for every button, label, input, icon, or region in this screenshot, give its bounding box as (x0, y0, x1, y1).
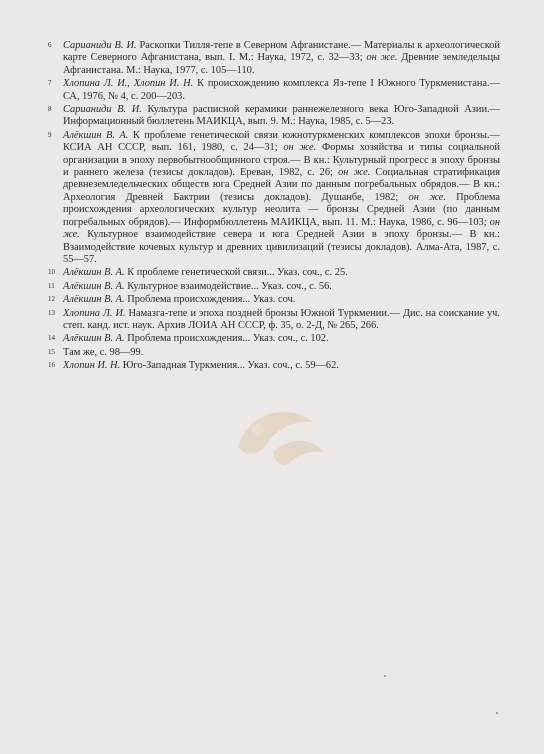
footnote-ibid: он же. (283, 142, 317, 154)
footnote-text: Формы хозяйства и типы социальной организации в эпоху первобытнообщинного строя.— В кн.: Культурный прогресс в эпоху бронзы и раннего железа (тезисы докладов). Ереван, 1982, с. 26; (63, 142, 500, 179)
footnote-number: 14 (48, 334, 55, 343)
footnote-text: Культурное взаимодействие севера и юга Средней Азии в эпоху бронзы.— В кн.: Взаимодействие кочевых культур и древних цивилизаций (тезисы докладов). Алма-Ата, 1987, с. 55—57. (63, 229, 500, 265)
footnote-text: К проблеме генетической связи южнотуркменских комплексов эпохи бронзы.— КСИА АН СССР, вып. 161, 1980, с. 24—31; (63, 129, 501, 154)
footnote-text: Культура расписной керамики раннежелезного века Юго-Западной Азии.— Информационный бюллетень МАИКЦА, вып. 9. М.: Наука, 1985, с. 5—23. (63, 104, 501, 128)
footnote-author: Хлопина Л. И. (63, 307, 126, 319)
footnotes-list (48, 40, 500, 374)
library-stamp-watermark-icon (218, 392, 338, 472)
footnote-ibid: он же. (408, 191, 446, 203)
footnote-author: Сарианиди В. И. (63, 104, 142, 116)
footnote-number: 16 (48, 361, 55, 370)
footnote-text: Социальная стратификация древнеземледельческих обществ юга Средней Азии по данным погребальных обрядов.— В кн.: Археология Древней Бактрии (тезисы докладов). Душанбе, 1982; (63, 167, 500, 203)
footnote-author: Хлопина Л. И., Хлопин И. Н. (63, 78, 194, 90)
footnote (48, 130, 500, 266)
footnote-author: Хлопин И. Н. (63, 360, 121, 372)
footnote (48, 78, 500, 103)
footnote-number: 8 (48, 105, 52, 114)
footnote (48, 294, 500, 306)
footnote-ibid: он же. (366, 52, 398, 64)
footnote-author: Алёкшин В. А. (63, 280, 125, 292)
footnote-number: 15 (48, 347, 55, 356)
footnote (48, 104, 500, 129)
footnote-author: Алёкшин В. А. (63, 294, 125, 306)
footnote (48, 281, 500, 293)
footnote-number: 10 (48, 268, 55, 277)
footnote-ibid: он же. (338, 167, 371, 179)
footnote (48, 267, 500, 279)
footnote-text: Проблема происхождения... Указ. соч., с. 102. (124, 333, 329, 345)
footnote-text: Древние земледельцы Афганистана. М.: Наука, 1977, с. 105—110. (63, 52, 500, 76)
speck (496, 712, 498, 714)
footnote (48, 347, 500, 359)
footnote (48, 333, 500, 345)
footnote-author: Сарианиди В. И. (63, 40, 137, 51)
footnote-number: 7 (48, 79, 52, 88)
speck (384, 675, 386, 677)
footnote-text: Раскопки Тилля-тепе в Северном Афганистане.— Материалы к археологической карте Северного Афганистана, вып. I. М.: Наука, 1972, с. 32—33; (63, 40, 500, 64)
footnote-text: Проблема происхождения археологических культур неолита — бронзы Средней Азии (по данным погребальных обрядов).— Информбюллетень МАИКЦА, вып. 11. М.: Наука, 1986, с. 96—103; (63, 191, 501, 228)
footnote-number: 6 (48, 41, 52, 49)
footnote-number: 11 (48, 281, 55, 290)
footnote-text: Намазга-тепе и эпоха поздней бронзы Южной Туркмении.— Дис. на соискание уч. степ. канд. ист. наук. Архив ЛОИА АН СССР, ф. 35, о. 2-Д, № 265, 266. (63, 307, 500, 331)
footnote-number: 13 (48, 308, 55, 317)
footnote-text: Юго-Западная Туркмения... Указ. соч., с. 59—62. (120, 360, 339, 372)
footnote-text: Там же, с. 98—99. (63, 346, 144, 358)
footnote-text: К происхождению комплекса Яз-тепе I Южного Туркменистана.— СА, 1976, № 4, с. 200—203. (63, 78, 500, 102)
footnote (48, 40, 500, 77)
footnote-text: К проблеме генетической связи... Указ. соч., с. 25. (124, 267, 348, 279)
footnote-author: Алёкшин В. А. (63, 267, 125, 279)
footnote-author: Алёкшин В. А. (63, 129, 129, 141)
footnote-author: Алёкшин В. А. (63, 333, 125, 345)
footnote-ibid: он же. (63, 216, 500, 241)
footnote (48, 308, 500, 333)
footnote-number: 12 (48, 295, 55, 304)
footnote (48, 360, 500, 372)
footnote-text: Культурное взаимодействие... Указ. соч., с. 56. (124, 280, 332, 292)
footnote-text: Проблема происхождения... Указ. соч. (124, 294, 296, 306)
footnote-number: 9 (48, 130, 52, 139)
